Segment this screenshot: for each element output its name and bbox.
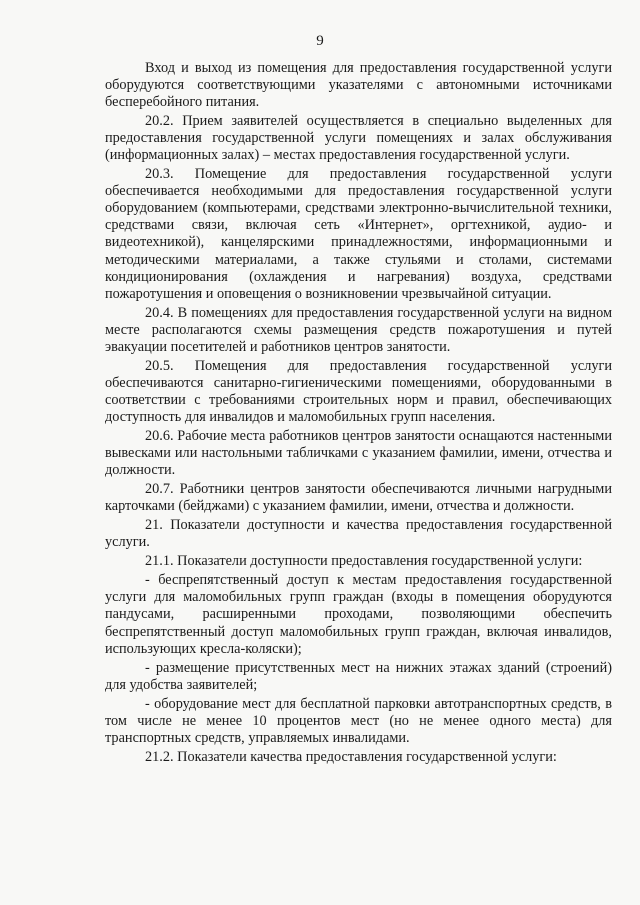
section-heading-21: 21. Показатели доступности и качества предоставления государственной услуги. xyxy=(105,517,612,551)
paragraph-20-6: 20.6. Рабочие места работников центров занятости оснащаются настенными вывесками или настольными табличками с указанием фамилии, имени, отчества и должности. xyxy=(105,427,612,479)
paragraph-21-1: 21.1. Показатели доступности предоставления государственной услуги: xyxy=(145,553,583,570)
paragraph-20-7: 20.7. Работники центров занятости обеспечиваются личными нагрудными карточками (бейджами) с указанием фамилии, имени, отчества и должности. xyxy=(105,481,612,515)
paragraph-20-4: 20.4. В помещениях для предоставления государственной услуги на видном месте располагаются схемы размещения средств пожаротушения и путей эвакуации посетителей и работников центров занятости. xyxy=(105,304,612,355)
paragraph-20-2: 20.2. Прием заявителей осуществляется в специально выделенных для предоставления государственной услуги помещениях и залах обслуживания (информационных залах) – местах предоставления государственной услуги. xyxy=(105,113,612,164)
paragraph-21-2: 21.2. Показатели качества предоставления государственной услуги: xyxy=(145,748,557,765)
paragraph-entrance-exit: Вход и выход из помещения для предоставления государственной услуги оборудуются соответствующими указателями с автономными источниками бесперебойного питания. xyxy=(105,60,612,111)
list-item-free-parking: - оборудование мест для бесплатной парковки автотранспортных средств, в том числе не менее 10 процентов мест (но не менее одного места) для транспортных средств, управляемых инвалидами. xyxy=(105,695,612,746)
paragraph-20-5: 20.5. Помещения для предоставления государственной услуги обеспечиваются санитарно-гигиеническими помещениями, оборудованными в соответствии с требованиями строительных норм и правил, обеспечивающих доступность для инвалидов и маломобильных групп населения. xyxy=(105,357,612,425)
list-item-barrier-free-access: - беспрепятственный доступ к местам предоставления государственной услуги для маломобильных групп граждан (входы в помещения оборудуются пандусами, расширенными проходами, позволяющими обеспечить беспрепятственный доступ маломобильных групп граждан, включая инвалидов, использующих кресла-коляски); xyxy=(105,572,612,657)
paragraph-20-3: 20.3. Помещение для предоставления государственной услуги обеспечивается необходимыми для предоставления государственной услуги оборудованием (компьютерами, средствами электронно-вычислительной техники, средствами связи, включая сеть «Интернет», оргтехникой, аудио- и видеотехникой), канцелярскими принадлежностями, информационными и методическими материалами, а также стульями и столами, системами кондиционирования (охлаждения и нагревания) воздуха, средствами пожаротушения и оповещения о возникновении чрезвычайной ситуации. xyxy=(105,166,612,302)
list-item-ground-floor-placement: - размещение присутственных мест на нижних этажах зданий (строений) для удобства заявителей; xyxy=(105,659,612,693)
document-body xyxy=(105,60,612,768)
page-number: 9 xyxy=(316,33,324,49)
